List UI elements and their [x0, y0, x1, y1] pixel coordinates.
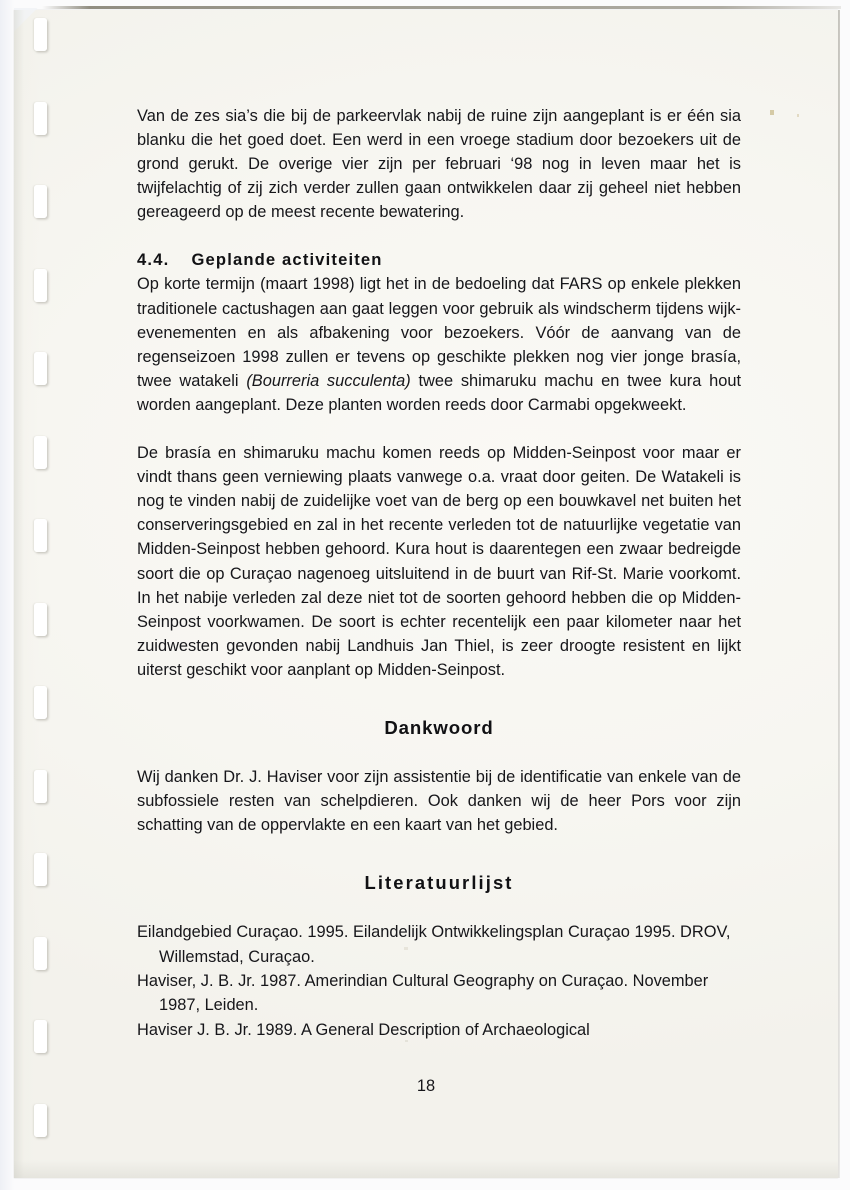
paragraph-spacer [137, 417, 741, 441]
paragraph-dankwoord: Wij danken Dr. J. Haviser voor zijn assistentie bij de identificatie van enkele van de subfossiele resten van schelpdieren. Ook danken wij de heer Pors voor zijn schatting van de oppervlakte en een kaart van het gebied. [137, 767, 741, 835]
heading-dankwoord: Dankwoord [384, 716, 494, 738]
paragraph-geplande-activiteiten [137, 272, 741, 417]
binding-hole [34, 853, 47, 886]
binding-hole [34, 1020, 47, 1053]
page-number: 18 [416, 1077, 436, 1095]
section-number: 4.4. [137, 250, 170, 270]
section-spacer [137, 682, 741, 715]
paragraph-spacer [137, 224, 741, 248]
binding-hole [34, 1104, 47, 1137]
binding-hole [34, 603, 47, 636]
section-spacer [137, 837, 741, 870]
scientific-name-bourreria-succulenta: (Bourreria succulenta) [246, 371, 411, 390]
binding-hole [34, 102, 47, 135]
paragraph-brasia-shimaruku: De brasía en shimaruku machu komen reeds op Midden-Seinpost voor maar er vindt thans geen verniewing plaats vanwege o.a. vraat door geiten. De Watakeli is nog te vinden nabij de zuidelijke voet van de berg op een bouwkavel net buiten het conserveringsgebied en zal in het recente verleden tot de natuurlijke vegetatie van Midden-Seinpost hebben gehoord. Kura hout is daarentegen een zwaar bedreigde soort die op Curaçao nagenoeg uitsluitend in de buurt van Rif-St. Marie voorkomt. In het nabije verleden zal deze niet tot de soorten gehoord hebben die op Midden-Seinpost voorkwamen. De soort is echter recentelijk een paar kilometer naar het zuidwesten gevonden nabij Landhuis Jan Thiel, is zeer droogte resistent en lijkt uiterst geschikt voor aanplant op Midden-Seinpost. [137, 444, 741, 679]
paragraph-text-tail: twee shimaruku machu en twee kura hout worden aangeplant. Deze planten worden reeds door Carmabi opgekweekt. [137, 371, 741, 414]
scan-speck [770, 110, 774, 115]
heading-literatuurlijst: Literatuurlijst [364, 872, 514, 894]
paragraph-sia-planting: Van de zes sia’s die bij de parkeervlak nabij de ruine zijn aangeplant is er één sia blanku die het goed doet. Een werd in een vroege stadium door bezoekers uit de grond gerukt. De overige vier zijn per februari ‘98 nog in leven maar het is twijfelachtig of zij zich verder zullen gaan ontwikkelen daar zij geheel niet hebben gereageerd op de meest recente bewatering. [137, 107, 741, 222]
bibliography-entry: Haviser J. B. Jr. 1989. A General Description of Archaeological [137, 1020, 590, 1039]
paper-bottom-edge-shadow [14, 1160, 838, 1178]
bibliography-entry: Haviser, J. B. Jr. 1987. Amerindian Cultural Geography on Curaçao. November 1987, Leiden. [137, 972, 709, 1015]
heading-spacer [137, 741, 741, 765]
binding-hole [34, 18, 47, 51]
section-title: Geplande activiteiten [191, 250, 383, 270]
binding-hole [34, 770, 47, 803]
binding-hole [34, 269, 47, 302]
binding-hole [34, 436, 47, 469]
paragraph-text-lead: Op korte termijn (maart 1998) ligt het in de bedoeling dat FARS op enkele plekken traditionele cactushagen aan gaat leggen voor gebruik als windscherm tijdens wijk-evenementen en als afbakening voor bezoekers. Vóór de aanvang van de regenseizoen 1998 zullen er tevens op geschikte plekken nog vier jonge brasía, twee watakeli [137, 275, 741, 390]
section-heading-geplande-activiteiten [137, 248, 741, 272]
bibliography-list [137, 920, 741, 1042]
binding-hole [34, 185, 47, 218]
binding-hole [34, 519, 47, 552]
heading-spacer [137, 896, 741, 920]
page-text-column [137, 104, 741, 1042]
scan-speck [797, 114, 799, 117]
binding-hole [34, 352, 47, 385]
binding-hole [34, 937, 47, 970]
bibliography-entry: Eilandgebied Curaçao. 1995. Eilandelijk Ontwikkelingsplan Curaçao 1995. DROV, Willemstad, Curaçao. [137, 923, 731, 966]
binding-hole [34, 686, 47, 719]
